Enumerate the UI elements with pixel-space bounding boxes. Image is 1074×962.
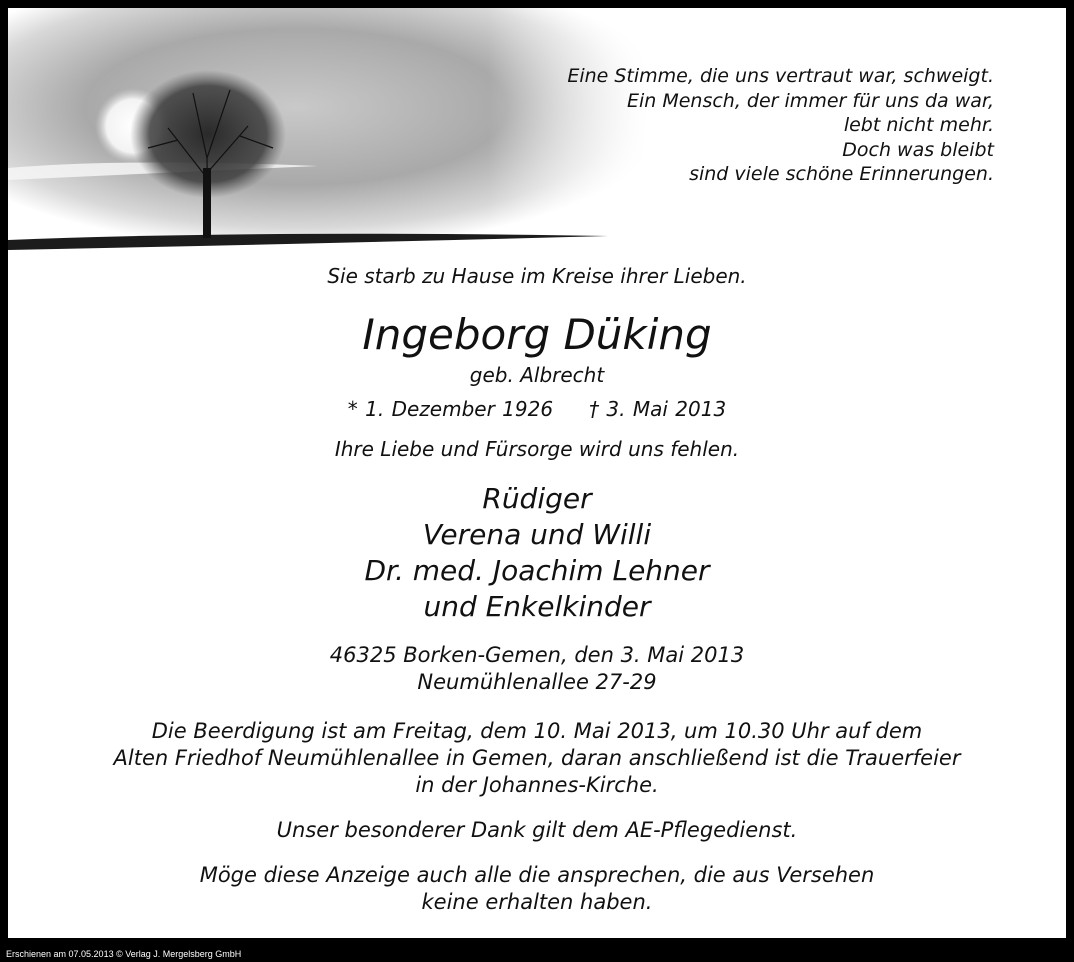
deceased-name: Ingeborg Düking xyxy=(362,310,712,359)
poem-line: sind viele schöne Erinnerungen. xyxy=(689,163,994,185)
maiden-name: geb. Albrecht xyxy=(469,363,605,387)
funeral-details xyxy=(8,718,1066,799)
tribute-text: Ihre Liebe und Fürsorge wird uns fehlen. xyxy=(334,437,740,461)
poem-line: Eine Stimme, die uns vertraut war, schweigt. xyxy=(567,65,994,87)
funeral-line: Die Beerdigung ist am Freitag, dem 10. Mai 2013, um 10.30 Uhr auf dem xyxy=(151,719,923,743)
street-line: Neumühlenallee 27-29 xyxy=(417,670,657,694)
death-date: † 3. Mai 2013 xyxy=(589,397,727,421)
life-dates xyxy=(8,397,1066,421)
address-block xyxy=(8,642,1066,696)
obituary-card xyxy=(8,8,1066,938)
poem-line: Ein Mensch, der immer für uns da war, xyxy=(626,89,994,112)
note-line: keine erhalten haben. xyxy=(421,890,653,914)
intro-text: Sie starb zu Hause im Kreise ihrer Lieben. xyxy=(327,264,747,288)
birth-date: * 1. Dezember 1926 xyxy=(347,397,554,421)
publication-footer: Erschienen am 07.05.2013 © Verlag J. Mergelsberg GmbH xyxy=(6,949,242,959)
poem-line: lebt nicht mehr. xyxy=(843,114,994,136)
poem-line: Doch was bleibt xyxy=(842,138,994,161)
mourner-line: Verena und Willi xyxy=(422,518,652,551)
funeral-line: Alten Friedhof Neumühlenallee in Gemen, daran anschließend ist die Trauerfeier xyxy=(113,746,961,770)
funeral-line: in der Johannes-Kirche. xyxy=(415,773,659,797)
mourner-line: und Enkelkinder xyxy=(423,590,651,623)
mourner-line: Dr. med. Joachim Lehner xyxy=(364,554,710,587)
closing-note xyxy=(8,862,1066,916)
note-line: Möge diese Anzeige auch alle die ansprechen, die aus Versehen xyxy=(199,863,875,887)
mourners-list xyxy=(8,481,1066,625)
place-date-line: 46325 Borken-Gemen, den 3. Mai 2013 xyxy=(329,643,745,667)
mourner-line: Rüdiger xyxy=(482,482,592,515)
thanks-text: Unser besonderer Dank gilt dem AE-Pflegedienst. xyxy=(276,818,798,842)
poem xyxy=(474,64,994,187)
